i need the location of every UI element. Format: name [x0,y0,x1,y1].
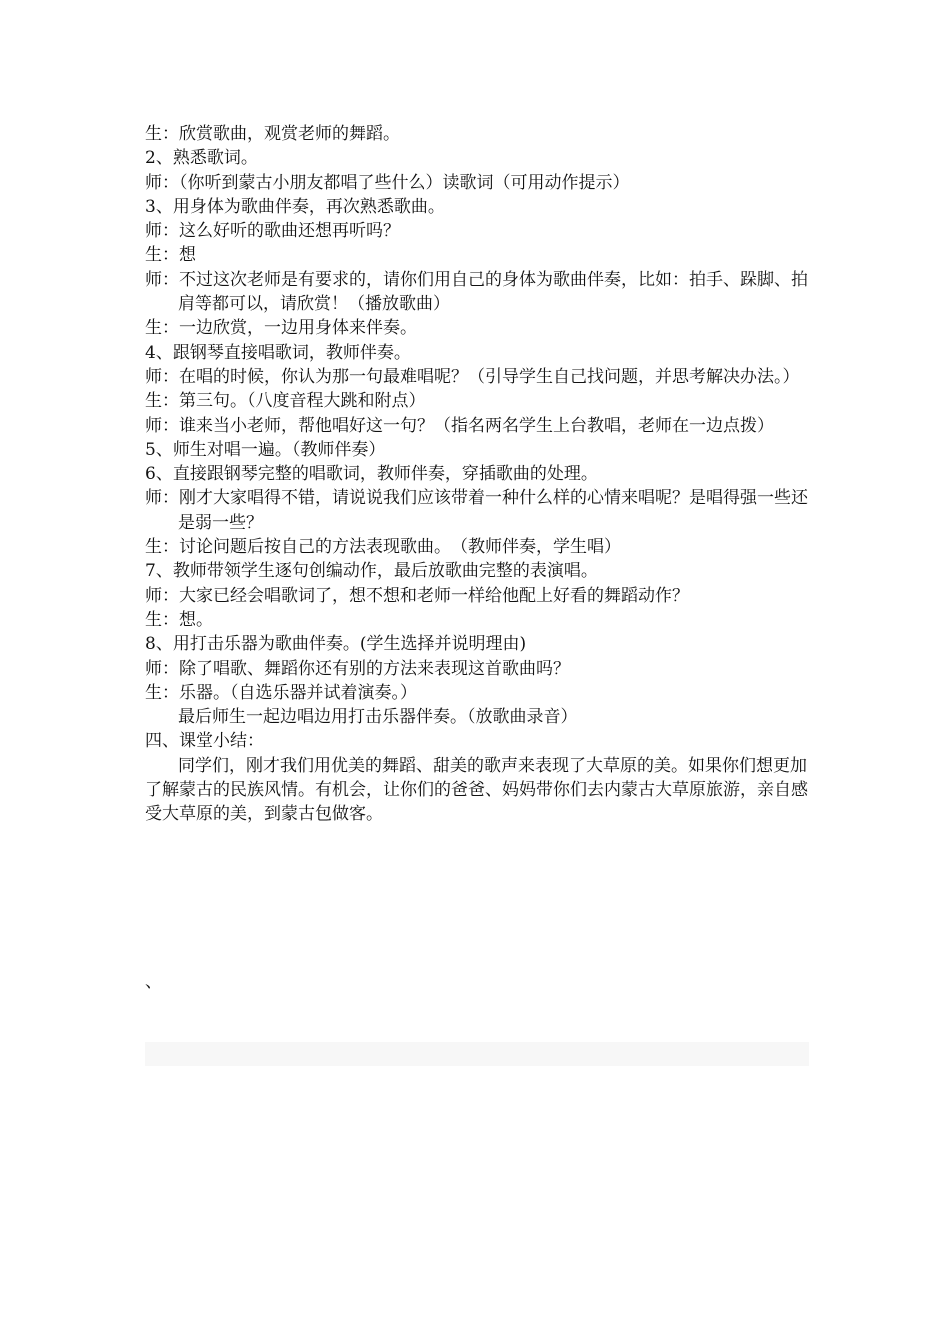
student-line: 生：第三句。（八度音程大跳和附点） [145,391,426,412]
teacher-line: 师：这么好听的歌曲还想再听吗？ [145,221,400,242]
teacher-line: 师：除了唱歌、舞蹈你还有别的方法来表现这首歌曲吗？ [145,658,570,679]
step-heading: 7、教师带领学生逐句创编动作，最后放歌曲完整的表演唱。 [145,561,598,582]
teacher-line: 师：谁来当小老师，帮他唱好这一句？（指名两名学生上台教唱，老师在一边点拨） [145,415,774,436]
student-line: 生：乐器。（自选乐器并试着演奏。） [145,682,417,703]
summary-paragraph: 同学们，刚才我们用优美的舞蹈、甜美的歌声来表现了大草原的美。如果你们想更加了解蒙古的民族风情。有机会，让你们的爸爸、妈妈带你们去内蒙古大草原旅游，亲自感受大草原的美，到蒙古包做客。 [145,755,808,825]
stray-mark: 、 [145,972,162,992]
step-heading: 3、用身体为歌曲伴奏，再次熟悉歌曲。 [145,196,445,217]
step-heading: 6、直接跟钢琴完整的唱歌词，教师伴奏，穿插歌曲的处理。 [145,464,598,485]
student-line: 生：欣赏歌曲，观赏老师的舞蹈。 [145,124,400,144]
student-line: 生：想。 [145,609,213,630]
lesson-text [145,122,811,827]
step-heading: 2、熟悉歌词。 [145,148,258,169]
footer-bar [145,1042,809,1066]
section-heading: 四、课堂小结： [145,731,264,752]
teacher-line: 师：不过这次老师是有要求的，请你们用自己的身体为歌曲伴奏，比如：拍手、跺脚、拍肩等都可以，请欣赏！（播放歌曲） [145,269,808,315]
closing-activity: 最后师生一起边唱边用打击乐器伴奏。（放歌曲录音） [178,707,578,728]
step-heading: 8、用打击乐器为歌曲伴奏。(学生选择并说明理由) [145,634,527,655]
step-heading: 4、跟钢琴直接唱歌词，教师伴奏。 [145,342,411,363]
teacher-line: 师：大家已经会唱歌词了，想不想和老师一样给他配上好看的舞蹈动作？ [145,585,689,606]
step-heading: 5、师生对唱一遍。（教师伴奏） [145,439,386,460]
student-line: 生：讨论问题后按自己的方法表现歌曲。 （教师伴奏，学生唱） [145,537,621,558]
student-line: 生：一边欣赏，一边用身体来伴奏。 [145,318,417,339]
student-line: 生：想 [145,245,196,266]
teacher-line: 师：（你听到蒙古小朋友都唱了些什么）读歌词（可用动作提示） [145,172,630,193]
teacher-line: 师：在唱的时候，你认为那一句最难唱呢？（引导学生自己找问题，并思考解决办法。） [145,366,800,387]
teacher-line: 师：刚才大家唱得不错，请说说我们应该带着一种什么样的心情来唱呢？是唱得强一些还是弱一些？ [145,488,808,533]
